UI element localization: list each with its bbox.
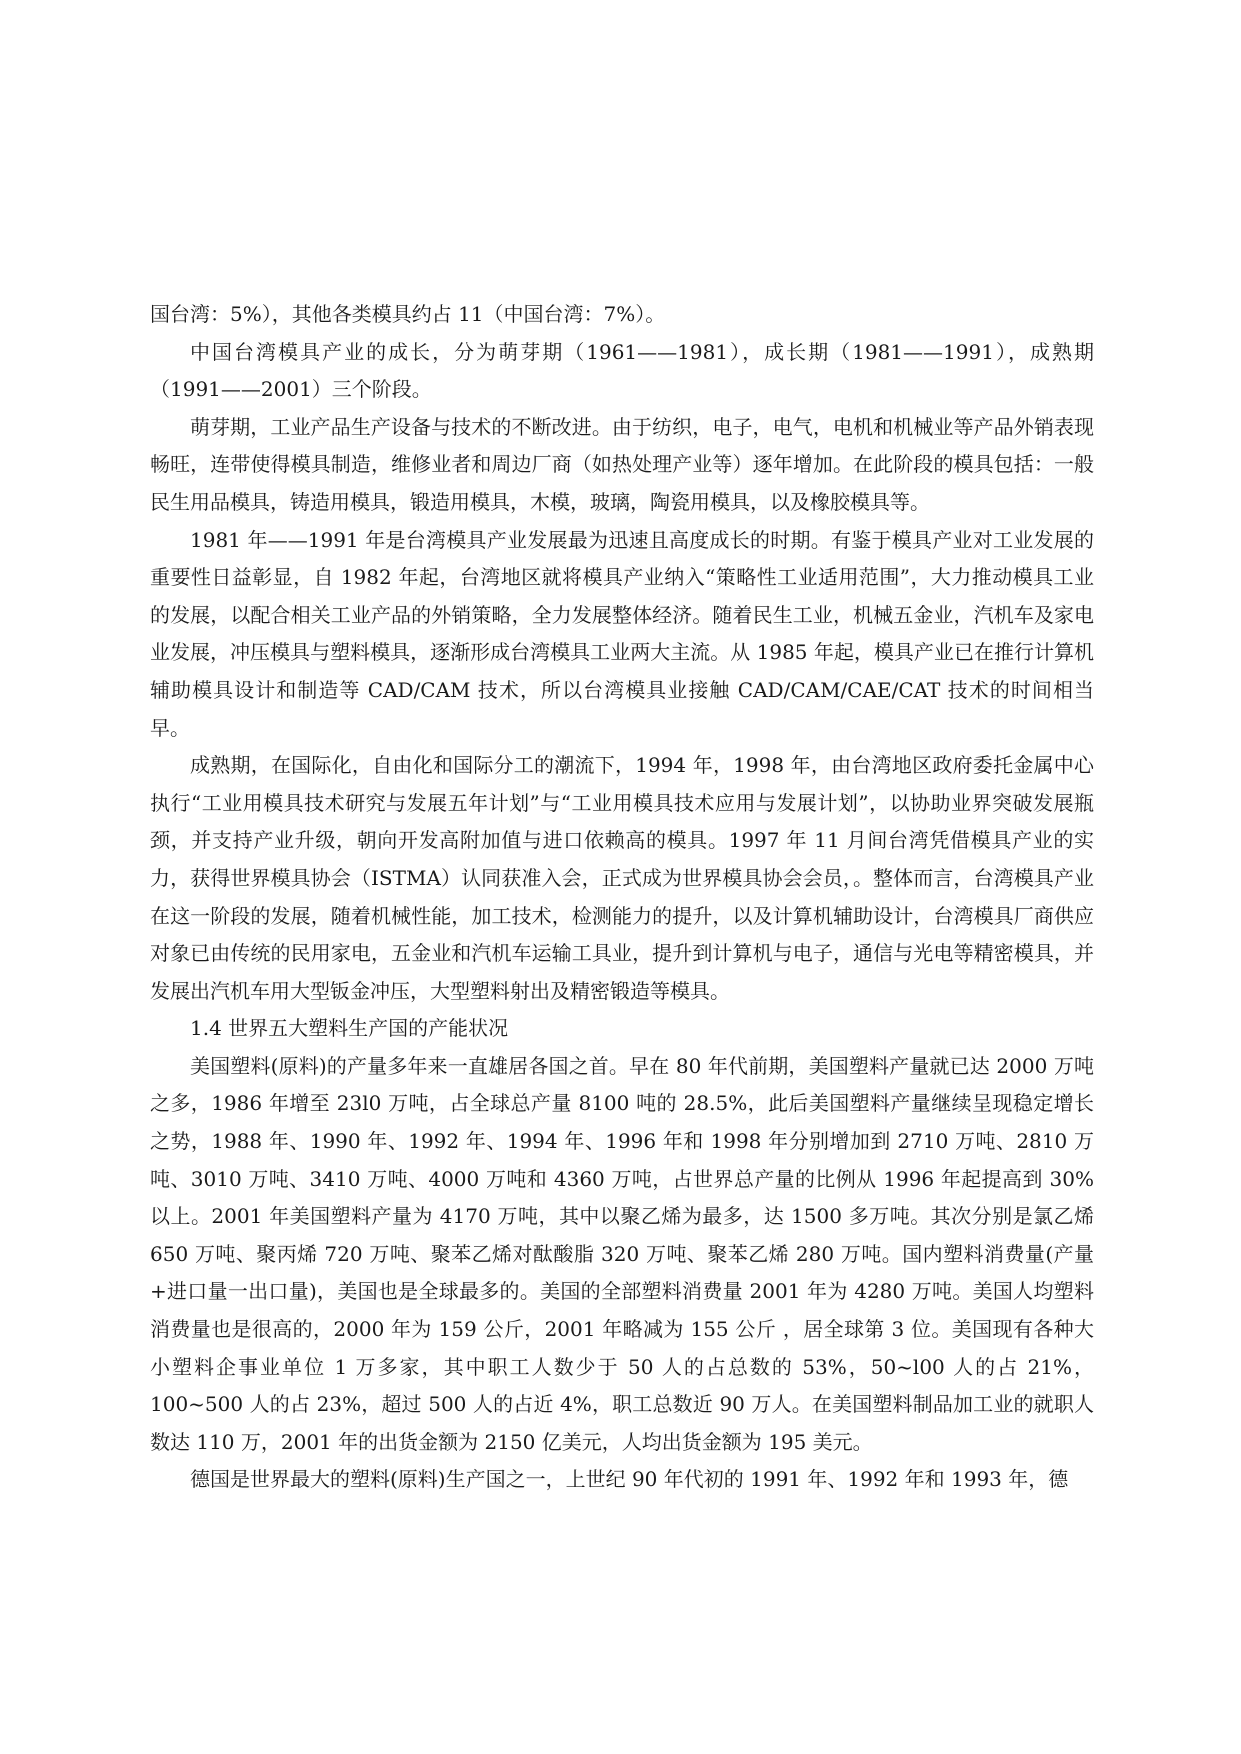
section-heading: 1.4 世界五大塑料生产国的产能状况 — [190, 1016, 509, 1041]
paragraph-taiwan-growth-stages: 中国台湾模具产业的成长，分为萌芽期（1961——1981），成长期（1981——1991），成熟期（1991——2001）三个阶段。 — [150, 339, 1094, 402]
paragraph-mature-period: 成熟期，在国际化，自由化和国际分工的潮流下，1994 年，1998 年，由台湾地区政府委托金属中心执行“工业用模具技术研究与发展五年计划”与“工业用模具技术应用与发展计划”，以协助业界突破发展瓶颈，并支持产业升级，朝向开发高附加值与进口依赖高的模具。1997 年 11 月间台湾凭借模具产业的实力，获得世界模具协会（ISTMA）认同获准入会，正式成为世界模具协会会员，。整体而言，台湾模具产业在这一阶段的发展，随着机械性能，加工技术，检测能力的提升，以及计算机辅助设计，台湾模具厂商供应对象已由传统的民用家电，五金业和汽机车运输工具业，提升到计算机与电子，通信与光电等精密模具，并发展出汽机车用大型钣金冲压，大型塑料射出及精密锻造等模具。 — [150, 753, 1094, 1003]
document-body — [150, 296, 1094, 1499]
paragraph-budding-period: 萌芽期，工业产品生产设备与技术的不断改进。由于纺织，电子，电气，电机和机械业等产品外销表现畅旺，连带使得模具制造，维修业者和周边厂商（如热处理产业等）逐年增加。在此阶段的模具包括：一般民生用品模具，铸造用模具，锻造用模具，木模，玻璃，陶瓷用模具，以及橡胶模具等。 — [150, 414, 1094, 514]
paragraph-usa-plastics: 美国塑料(原料)的产量多年来一直雄居各国之首。早在 80 年代前期，美国塑料产量就已达 2000 万吨之多，1986 年增至 23l0 万吨，占全球总产量 8100 吨的 28.5%，此后美国塑料产量继续呈现稳定增长之势，1988 年、1990 年、1992 年、1994 年、1996 年和 1998 年分别增加到 2710 万吨、2810 万吨、3010 万吨、3410 万吨、4000 万吨和 4360 万吨，占世界总产量的比例从 1996 年起提高到 30%以上。2001 年美国塑料产量为 4170 万吨，其中以聚乙烯为最多，达 1500 多万吨。其次分别是氯乙烯 650 万吨、聚丙烯 720 万吨、聚苯乙烯对酞酸脂 320 万吨、聚苯乙烯 280 万吨。国内塑料消费量(产量+进口量一出口量)，美国也是全球最多的。美国的全部塑料消费量 2001 年为 4280 万吨。美国人均塑料消费量也是很高的，2000 年为 159 公斤，2001 年略减为 155 公斤 ，居全球第 3 位。美国现有各种大小塑料企事业单位 1 万多家，其中职工人数少于 50 人的占总数的 53%，50~l00 人的占 21%，100~500 人的占 23%，超过 500 人的占近 4%，职工总数近 90 万人。在美国塑料制品加工业的就职人数达 110 万，2001 年的出货金额为 2150 亿美元，人均出货金额为 195 美元。 — [150, 1053, 1094, 1454]
paragraph-continued: 国台湾：5%），其他各类模具约占 11（中国台湾：7%）。 — [150, 302, 666, 326]
paragraph-germany-plastics: 德国是世界最大的塑料(原料)生产国之一，上世纪 90 年代初的 1991 年、1992 年和 1993 年，德 — [190, 1467, 1069, 1492]
paragraph-growth-period: 1981 年——1991 年是台湾模具产业发展最为迅速且高度成长的时期。有鉴于模具产业对工业发展的重要性日益彰显，自 1982 年起，台湾地区就将模具产业纳入“策略性工业适用范围”，大力推动模具工业的发展，以配合相关工业产品的外销策略，全力发展整体经济。随着民生工业，机械五金业，汽机车及家电业发展，冲压模具与塑料模具，逐渐形成台湾模具工业两大主流。从 1985 年起，模具产业已在推行计算机辅助模具设计和制造等 CAD/CAM 技术，所以台湾模具业接触 CAD/CAM/CAE/CAT 技术的时间相当早。 — [150, 527, 1094, 740]
